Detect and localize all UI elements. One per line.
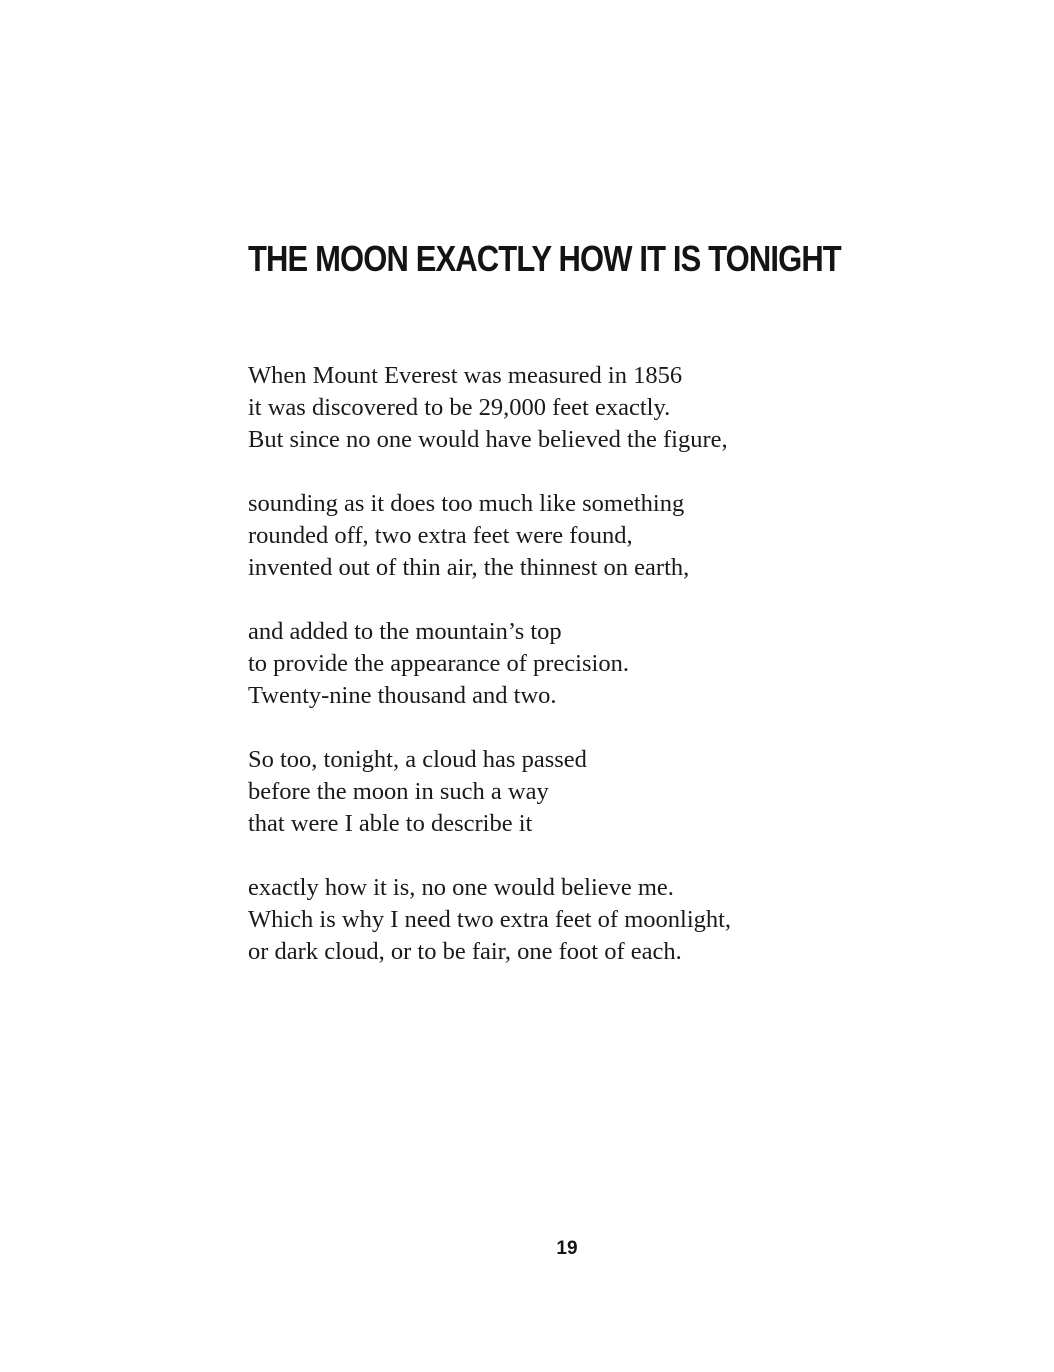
- poem-line: Which is why I need two extra feet of moonlight,: [248, 906, 732, 933]
- poem-body: [248, 360, 868, 1000]
- poem-line: But since no one would have believed the figure,: [248, 426, 728, 453]
- stanza-5: [248, 872, 868, 968]
- poem-line: to provide the appearance of precision.: [248, 650, 629, 677]
- stanza-3: [248, 616, 868, 712]
- poem-line: sounding as it does too much like something: [248, 490, 685, 517]
- poem-line: When Mount Everest was measured in 1856: [248, 362, 683, 389]
- poem-line: invented out of thin air, the thinnest on earth,: [248, 554, 690, 581]
- poem-line: and added to the mountain’s top: [248, 618, 562, 645]
- poem-line: So too, tonight, a cloud has passed: [248, 746, 587, 773]
- poem-title: THE MOON EXACTLY HOW IT IS TONIGHT: [248, 238, 841, 279]
- poem-line: Twenty-nine thousand and two.: [248, 682, 557, 709]
- poem-line: exactly how it is, no one would believe me.: [248, 874, 674, 901]
- poem-line: or dark cloud, or to be fair, one foot of each.: [248, 938, 682, 965]
- stanza-4: [248, 744, 868, 840]
- poem-line: it was discovered to be 29,000 feet exactly.: [248, 394, 671, 421]
- stanza-2: [248, 488, 868, 584]
- page-number: 19: [556, 1238, 578, 1259]
- poem-line: before the moon in such a way: [248, 778, 549, 805]
- poem-line: rounded off, two extra feet were found,: [248, 522, 633, 549]
- stanza-1: [248, 360, 868, 456]
- poem-line: that were I able to describe it: [248, 810, 533, 837]
